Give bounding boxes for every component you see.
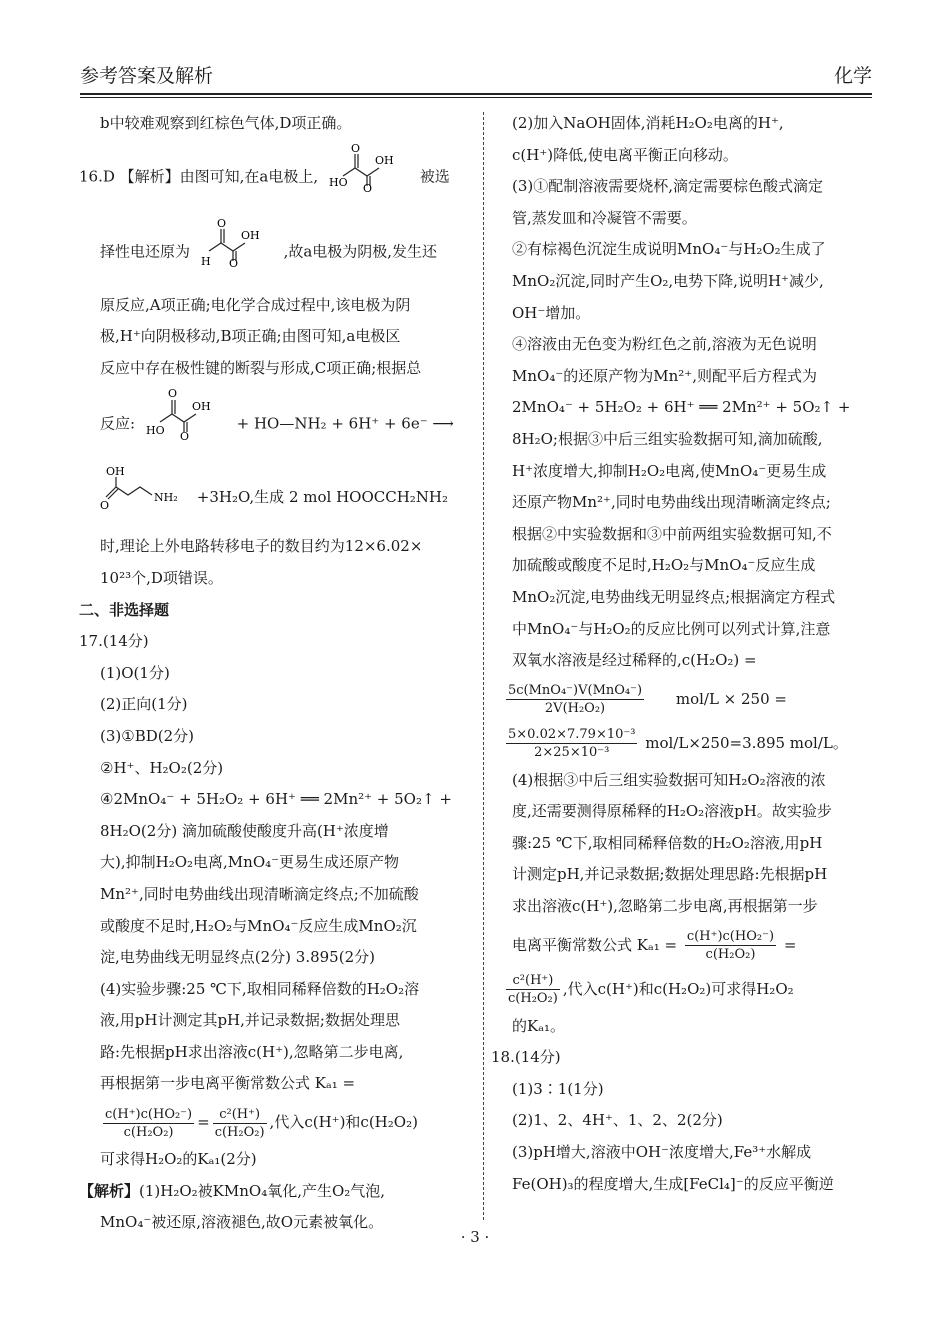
q16-line: 16.D 【解析】由图可知,在a电极上, O OH HO O 被选	[79, 140, 462, 215]
text-line: 液,用pH计测定其pH,并记录数据;数据处理思	[100, 1011, 400, 1030]
text-line: 骤:25 ℃下,取相同稀释倍数的H₂O₂溶液,用pH	[512, 833, 823, 852]
text-line: 10²³个,D项错误。	[100, 568, 223, 587]
text-line: (2)1、2、4H⁺、1、2、2(2分)	[512, 1111, 723, 1130]
text-line: c(H⁺)降低,使电离平衡正向移动。	[512, 145, 738, 164]
text-line: 求出溶液c(H⁺),忽略第二步电离,再根据第一步	[512, 897, 818, 916]
fraction: $\frac{\text{5c(MnO₄⁻)V(MnO₄⁻)}}{\text{2V(H₂O₂)}}$	[508, 683, 643, 717]
text-line: 极,H⁺向阴极移动,B项正确;由图可知,a电极区	[100, 327, 401, 346]
ka1-formula-line: $\frac{\text{c(H⁺)c(HO₂⁻)}}{\text{c(H₂O₂)}}$ = $\frac{\text{c²(H⁺)}}{\text{c(H₂O₂)}}$ ,代入c(H⁺)和c(H₂O₂)	[105, 1106, 418, 1140]
text-line: (4)根据③中后三组实验数据可知H₂O₂溶液的浓	[512, 770, 826, 789]
text-line: 2MnO₄⁻ + 5H₂O₂ + 6H⁺ ══ 2Mn²⁺ + 5O₂↑ +	[512, 398, 851, 417]
svg-text:O: O	[167, 387, 177, 401]
text-line: (2)正向(1分)	[100, 695, 188, 714]
q16-product-line: OH O NH₂ +3H₂O,生成 2 mol HOOCCH₂NH₂	[100, 465, 462, 531]
text-line: 还原产物Mn²⁺,同时电势曲线出现清晰滴定终点;	[512, 493, 831, 512]
svg-text:H: H	[200, 254, 211, 267]
svg-text:HO: HO	[145, 424, 165, 438]
svg-text:O: O	[228, 256, 238, 267]
text-line: Mn²⁺,同时电势曲线出现清晰滴定终点;不加硫酸	[100, 884, 419, 903]
text-line: 度,还需要测得原稀释的H₂O₂溶液pH。故实验步	[512, 802, 832, 821]
text-line: 8H₂O(2分) 滴加硫酸使酸度升高(H⁺浓度增	[100, 821, 389, 840]
oxalic-acid-structure	[329, 140, 409, 215]
text-line: b中较难观察到红棕色气体,D项正确。	[100, 114, 352, 132]
text-line: 的Kₐ₁。	[512, 1016, 566, 1035]
q16-reaction-line: 反应: O OH HO O + HO—NH₂ + 6H⁺ + 6e⁻ ⟶	[100, 384, 462, 465]
text-line: (2)加入NaOH固体,消耗H₂O₂电离的H⁺,	[512, 114, 784, 132]
text-line: ④2MnO₄⁻ + 5H₂O₂ + 6H⁺ ══ 2Mn²⁺ + 5O₂↑ +	[100, 790, 452, 809]
text-line: MnO₄⁻被还原,溶液褪色,故O元素被氧化。	[100, 1213, 384, 1232]
text-line: MnO₂沉淀,电势曲线无明显终点;根据滴定方程式	[512, 587, 836, 606]
text-line: (4)实验步骤:25 ℃下,取相同稀释倍数的H₂O₂溶	[100, 979, 420, 998]
right-column	[491, 108, 872, 1200]
oxalic-acid-structure-2	[146, 384, 226, 465]
fraction: $\frac{\text{5×0.02×7.79×10⁻³}}{\text{2×25×10⁻³}}$	[508, 727, 636, 761]
text-line: 路:先根据pH求出溶液c(H⁺),忽略第二步电离,	[100, 1042, 404, 1061]
text-line: 大),抑制H₂O₂电离,MnO₄⁻更易生成还原产物	[100, 853, 400, 872]
svg-text:OH: OH	[191, 400, 211, 414]
page-number: · 3 ·	[460, 1228, 490, 1246]
svg-text:O: O	[362, 181, 372, 192]
text-line: 时,理论上外电路转移电子的数目约为12×6.02×	[100, 537, 423, 556]
text-line: ④溶液由无色变为粉红色之前,溶液为无色说明	[512, 335, 817, 354]
svg-text:OH: OH	[240, 228, 260, 242]
fraction: $\frac{\text{c(H⁺)c(HO₂⁻)}}{\text{c(H₂O₂)}}$	[686, 929, 775, 963]
section-heading: 二、非选择题	[79, 600, 170, 619]
text-line: 或酸度不足时,H₂O₂与MnO₄⁻反应生成MnO₂沉	[100, 916, 417, 935]
text-line: 8H₂O;根据③中后三组实验数据可知,滴加硫酸,	[512, 429, 823, 448]
text-line: (3)pH增大,溶液中OH⁻浓度增大,Fe³⁺水解成	[512, 1143, 812, 1162]
text-line: 可求得H₂O₂的Kₐ₁(2分)	[100, 1150, 257, 1169]
svg-text:HO: HO	[328, 175, 348, 189]
text-line: ②有棕褐色沉淀生成说明MnO₄⁻与H₂O₂生成了	[512, 240, 826, 259]
svg-text:NH₂: NH₂	[154, 491, 178, 505]
header-subject: 化学	[833, 64, 872, 87]
q16-line2: 择性电还原为 O OH H O ,故a电极为阴极,发生还	[100, 215, 462, 290]
fraction: $\frac{\text{c²(H⁺)}}{\text{c(H₂O₂)}}$	[214, 1106, 265, 1140]
question-17-heading: 17.(14分)	[79, 632, 149, 651]
text-line: MnO₄⁻的还原产物为Mn²⁺,则配平后方程式为	[512, 366, 817, 385]
text-line: (3)①配制溶液需要烧杯,滴定需要棕色酸式滴定	[512, 177, 824, 196]
header-rule-thin	[80, 97, 872, 98]
header-title: 参考答案及解析	[80, 64, 214, 87]
calc-line-1: $\frac{\text{5c(MnO₄⁻)V(MnO₄⁻)}}{\text{2V(H₂O₂)}}$ mol/L × 250 =	[508, 683, 787, 717]
glyoxylic-acid-structure	[201, 215, 273, 290]
text-line: MnO₂沉淀,同时产生O₂,电势下降,说明H⁺减少,	[512, 271, 824, 290]
analysis-line: 【解析】(1)H₂O₂被KMnO₄氧化,产生O₂气泡,	[79, 1181, 386, 1200]
text-line: (1)3∶1(1分)	[512, 1079, 604, 1098]
svg-text:OH: OH	[374, 153, 394, 167]
text-line: 双氧水溶液是经过稀释的,c(H₂O₂) =	[512, 651, 757, 670]
text-line: OH⁻增加。	[512, 303, 591, 322]
text-line: 再根据第一步电离平衡常数公式 Kₐ₁ =	[100, 1074, 356, 1093]
svg-text:O: O	[179, 430, 189, 441]
header-rule	[80, 93, 872, 95]
text-line: 根据②中实验数据和③中前两组实验数据可知,不	[512, 524, 832, 543]
calc-line-2: $\frac{\text{5×0.02×7.79×10⁻³}}{\text{2×25×10⁻³}}$ mol/L×250=3.895 mol/L。	[508, 727, 848, 761]
svg-text:O: O	[100, 499, 110, 512]
text-line: 反应中存在极性键的断裂与形成,C项正确;根据总	[100, 358, 422, 377]
svg-text:OH: OH	[106, 465, 125, 479]
text-line: ②H⁺、H₂O₂(2分)	[100, 758, 224, 777]
svg-text:O: O	[350, 141, 360, 155]
left-column	[79, 108, 462, 1239]
text-line: 原反应,A项正确;电化学合成过程中,该电极为阴	[100, 295, 411, 314]
text-line: 计测定pH,并记录数据;数据处理思路:先根据pH	[512, 865, 828, 884]
question-18-heading: 18.(14分)	[491, 1048, 561, 1067]
column-divider	[483, 112, 484, 1220]
page-header	[80, 58, 872, 90]
text-line: 加硫酸或酸度不足时,H₂O₂与MnO₄⁻反应生成	[512, 556, 816, 575]
ka1-formula-line-right-2: $\frac{\text{c²(H⁺)}}{\text{c(H₂O₂)}}$ ,代入c(H⁺)和c(H₂O₂)可求得H₂O₂	[508, 973, 794, 1007]
fraction: $\frac{\text{c²(H⁺)}}{\text{c(H₂O₂)}}$	[508, 973, 558, 1007]
text-line: H⁺浓度增大,抑制H₂O₂电离,使MnO₄⁻更易生成	[512, 461, 827, 480]
ka1-formula-line-right: 电离平衡常数公式 Kₐ₁ = $\frac{\text{c(H⁺)c(HO₂⁻)}}{\text{c(H₂O₂)}}$ =	[512, 929, 797, 963]
svg-text:O: O	[216, 216, 226, 230]
text-line: (1)O(1分)	[100, 663, 170, 682]
text-line: 管,蒸发皿和冷凝管不需要。	[512, 208, 697, 227]
text-line: Fe(OH)₃的程度增大,生成[FeCl₄]⁻的反应平衡逆	[512, 1174, 834, 1193]
glycine-structure	[100, 465, 186, 531]
text-line: 淀,电势曲线无明显终点(2分) 3.895(2分)	[100, 948, 375, 967]
text-line: (3)①BD(2分)	[100, 726, 194, 745]
text-line: 中MnO₄⁻与H₂O₂的反应比例可以列式计算,注意	[512, 619, 831, 638]
fraction: $\frac{\text{c(H⁺)c(HO₂⁻)}}{\text{c(H₂O₂)}}$	[105, 1106, 193, 1140]
